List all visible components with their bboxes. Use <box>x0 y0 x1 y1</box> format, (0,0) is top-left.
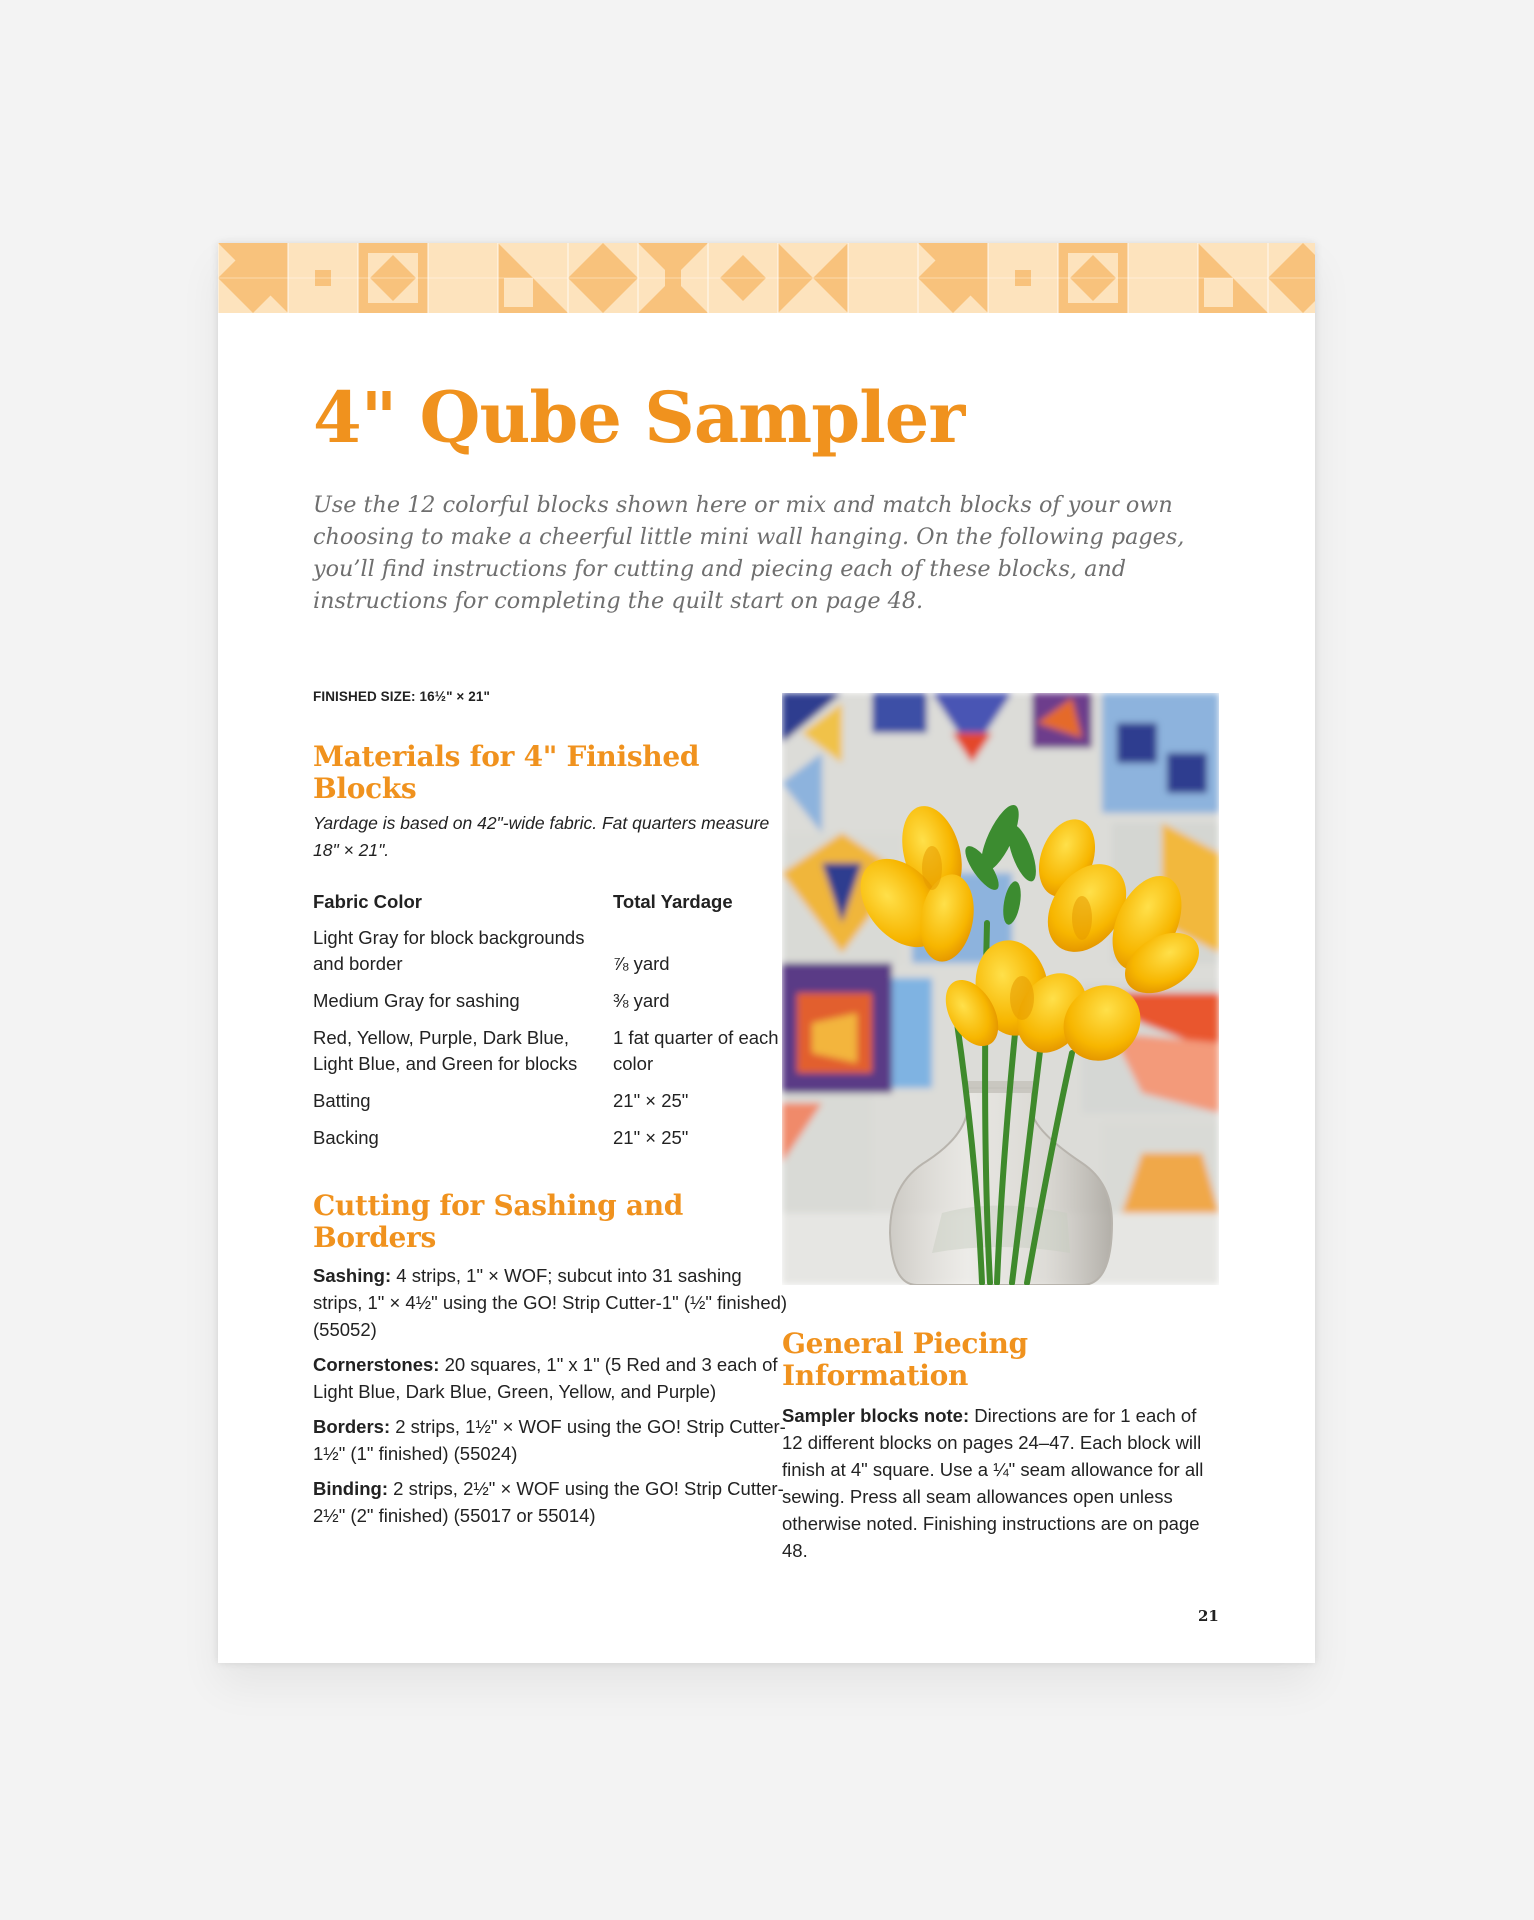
cutting-item-borders <box>313 1413 788 1467</box>
table-row <box>313 1088 783 1125</box>
book-page <box>218 243 1315 1663</box>
materials-heading: Materials for 4" Finished Blocks <box>313 740 700 805</box>
banner-pattern-piece <box>854 278 883 307</box>
quilt-pattern-banner <box>218 243 1315 313</box>
general-note-text: Directions are for 1 each of 12 different blocks on pages 24–47. Each block will finish at 4" square. Use a ¼" seam allowance for all sewing. Press all seam allowances open unless otherwise noted. Finishing instructions are on page 48. <box>782 1405 1204 1561</box>
cutting-list <box>313 1262 788 1529</box>
table-row <box>313 988 783 1025</box>
right-column <box>782 693 1219 1572</box>
cutting-item-label: Borders: <box>313 1416 391 1437</box>
column-header-fabric-color: Fabric Color <box>313 891 422 912</box>
cutting-item-label: Binding: <box>313 1478 389 1499</box>
yardage-cell: 21" × 25" <box>613 1127 689 1148</box>
yardage-table <box>313 890 783 1162</box>
cutting-item-text: 20 squares, 1" x 1" (5 Red and 3 each of Light Blue, Dark Blue, Green, Yellow, and Purple) <box>313 1354 778 1402</box>
yardage-cell: 21" × 25" <box>613 1090 689 1111</box>
cutting-item-label: Sashing: <box>313 1265 392 1286</box>
left-column <box>313 689 788 1537</box>
cutting-item-cornerstones <box>313 1351 788 1405</box>
cutting-item-text: 2 strips, 1½" × WOF using the GO! Strip Cutter-1½" (1" finished) (55024) <box>313 1416 786 1464</box>
table-row <box>313 1025 783 1088</box>
intro-paragraph: Use the 12 colorful blocks shown here or mix and match blocks of your own choosing to make a cheerful little mini wall hanging. On the following pages, you’ll find instructions for cutting and piecing each of these blocks, and instructions for completing the quilt start on page 48. <box>313 492 1185 614</box>
quilt-flowers-photo <box>782 693 1219 1285</box>
page-title: 4" Qube Sampler <box>313 376 965 459</box>
fabric-color-cell: Backing <box>313 1127 379 1148</box>
yardage-header-row <box>313 890 783 925</box>
finished-size-label: FINISHED SIZE: 16½" × 21" <box>313 689 490 704</box>
banner-pattern-piece <box>504 278 533 307</box>
cutting-item-sashing <box>313 1262 788 1343</box>
table-row <box>313 1125 783 1162</box>
yardage-cell: ⅜ yard <box>613 990 670 1011</box>
cutting-item-text: 4 strips, 1" × WOF; subcut into 31 sashing strips, 1" × 4½" using the GO! Strip Cutter-1" (½" finished) (55052) <box>313 1265 788 1340</box>
fabric-color-cell: Red, Yellow, Purple, Dark Blue, Light Blue, and Green for blocks <box>313 1027 578 1074</box>
fabric-color-cell: Batting <box>313 1090 371 1111</box>
table-row <box>313 925 783 988</box>
general-note-label: Sampler blocks note: <box>782 1405 970 1426</box>
general-piecing-note <box>782 1402 1219 1564</box>
cutting-item-label: Cornerstones: <box>313 1354 440 1375</box>
fabric-color-cell: Medium Gray for sashing <box>313 990 520 1011</box>
yardage-cell: ⅞ yard <box>613 953 670 974</box>
column-header-total-yardage: Total Yardage <box>613 891 733 912</box>
cutting-item-text: 2 strips, 2½" × WOF using the GO! Strip Cutter-2½" (2" finished) (55017 or 55014) <box>313 1478 784 1526</box>
page-number: 21 <box>1198 1607 1219 1625</box>
cutting-heading: Cutting for Sashing and Borders <box>313 1189 684 1254</box>
general-piecing-heading: General Piecing Information <box>782 1327 1028 1392</box>
banner-pattern-piece <box>1204 278 1233 307</box>
yardage-cell: 1 fat quarter of each color <box>613 1027 779 1074</box>
materials-note: Yardage is based on 42"-wide fabric. Fat quarters measure 18" × 21". <box>313 813 770 860</box>
fabric-color-cell: Light Gray for block backgrounds and border <box>313 927 585 974</box>
cutting-item-binding <box>313 1475 788 1529</box>
